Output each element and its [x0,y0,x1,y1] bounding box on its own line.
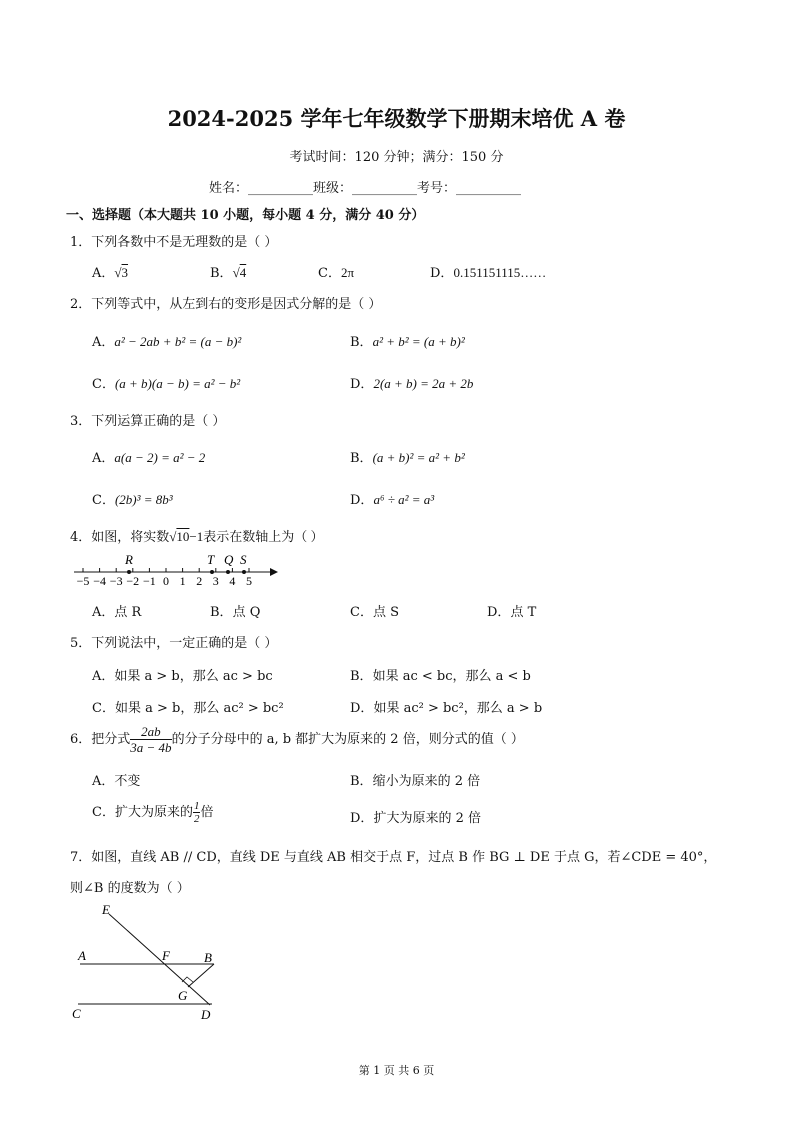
q5-option-d[interactable]: D．如果 ac² > bc²，那么 a > b [350,701,543,716]
q1-option-b[interactable]: B．√4 [210,265,247,281]
q4-option-a[interactable]: A．点 R [92,605,142,620]
label-e: E [102,902,110,917]
axis-tick-label: 3 [212,574,219,588]
axis-tick-label: −1 [143,574,156,588]
point-r [127,570,131,574]
q1-option-d[interactable]: D．0.151151115…… [430,265,547,281]
q5-option-c[interactable]: C．如果 a > b，那么 ac² > bc² [92,701,284,716]
point-label-r: R [125,552,133,567]
q2-option-c[interactable]: C．(a + b)(a − b) = a² − b² [92,376,241,392]
name-label: 姓名： [209,181,249,196]
page-footer: 第 1 页 共 6 页 [358,1064,435,1077]
q2-option-d[interactable]: D．2(a + b) = 2a + 2b [350,376,474,392]
label-f: F [162,948,170,963]
axis-arrow [270,568,278,576]
q6-stem: 6．把分式 $\frac{2ab}{3a - 4b}$ 的分子分母中的 a, b 都扩大为原来的 2 倍，则分式的值（ ） [70,724,524,755]
q6-option-b[interactable]: B．缩小为原来的 2 倍 [350,774,481,789]
q3-option-b[interactable]: B．(a + b)² = a² + b² [350,450,465,466]
axis-tick-label: 5 [246,574,252,588]
q7-stem-line1: 7．如图，直线 AB // CD，直线 DE 与直线 AB 相交于点 F，过点 B 作 BG ⊥ DE 于点 G，若∠CDE = 40°， [70,850,717,865]
geometry-figure [70,900,230,1025]
q6-fraction: $\frac{2ab}{3a - 4b}$ [130,724,172,755]
q4-stem: 4．如图，将实数√10−1表示在数轴上为（ ） [70,529,324,545]
name-blank[interactable]: __________ [248,181,314,196]
number-blank[interactable]: __________ [456,181,522,196]
point-s [242,570,246,574]
label-c: C [72,1006,81,1021]
class-label: 班级： [313,181,353,196]
section-heading: 一、选择题（本大题共 10 小题，每小题 4 分，满分 40 分） [66,208,425,223]
number-line-figure [70,550,280,590]
q5-option-b[interactable]: B．如果 ac < bc，那么 a < b [350,669,531,684]
number-label: 考号： [417,181,457,196]
point-t [210,570,214,574]
class-blank[interactable]: __________ [352,181,418,196]
axis-tick-label: 2 [196,574,203,588]
q5-stem: 5．下列说法中，一定正确的是（ ） [70,636,278,651]
q2-stem: 2．下列等式中，从左到右的变形是因式分解的是（ ） [70,297,382,312]
q5-option-a[interactable]: A．如果 a > b，那么 ac > bc [92,669,273,684]
label-g: G [178,988,188,1003]
q4-option-b[interactable]: B．点 Q [210,605,261,620]
q2-option-b[interactable]: B．a² + b² = (a + b)² [350,334,465,350]
point-q [226,570,230,574]
point-label-q: Q [224,552,234,567]
q6-option-a[interactable]: A．不变 [92,774,141,789]
axis-tick-label: 4 [229,574,236,588]
q3-stem: 3．下列运算正确的是（ ） [70,414,226,429]
q3-option-a[interactable]: A．a(a − 2) = a² − 2 [92,450,206,466]
q4-option-c[interactable]: C．点 S [350,605,399,620]
point-label-s: S [240,552,247,567]
axis-ticks [77,568,252,588]
q4-option-d[interactable]: D．点 T [487,605,537,620]
q1-option-c[interactable]: C．2π [318,265,355,281]
axis-tick-label: −2 [126,574,140,588]
q3-option-d[interactable]: D．a⁶ ÷ a² = a³ [350,492,435,508]
axis-tick-label: −5 [76,574,90,588]
axis-tick-label: −4 [93,574,106,588]
point-label-t: T [207,552,215,567]
q1-option-a[interactable]: A．√3 [92,265,129,281]
axis-tick-label: 0 [163,574,169,588]
q6-option-c[interactable]: C．扩大为原来的 $\frac{1}{2}$ 倍 [92,800,214,825]
label-a: A [78,948,86,963]
segment-bg [188,964,214,987]
label-d: D [201,1007,211,1022]
axis-tick-label: 1 [179,574,186,588]
line-de [109,914,210,1005]
q3-option-c[interactable]: C．(2b)³ = 8b³ [92,492,173,508]
axis-tick-label: −3 [109,574,123,588]
q1-stem: 1．下列各数中不是无理数的是（ ） [70,235,278,250]
q2-option-a[interactable]: A．a² − 2ab + b² = (a − b)² [92,334,242,350]
q6-option-d[interactable]: D．扩大为原来的 2 倍 [350,811,481,826]
student-info [209,177,521,196]
label-b: B [204,950,212,965]
q7-stem-line2: 则∠B 的度数为（ ） [70,881,190,896]
page-title: 2024-2025 学年七年级数学下册期末培优 A 卷 [167,106,626,131]
exam-info: 考试时间：120 分钟；满分：150 分 [289,150,504,165]
